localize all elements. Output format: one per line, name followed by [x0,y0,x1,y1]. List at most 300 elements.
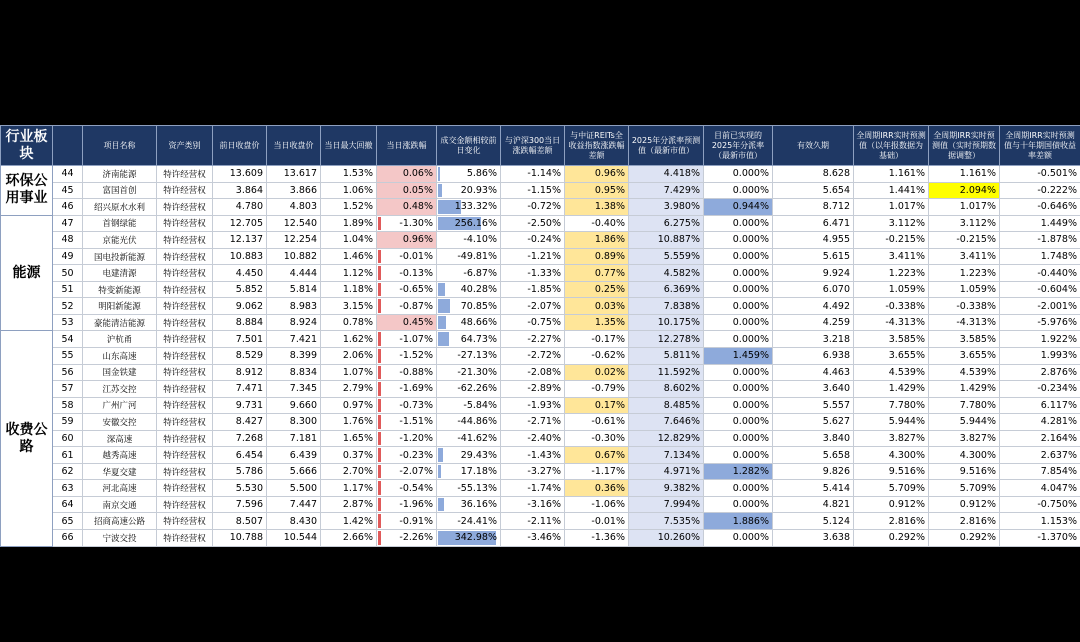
irr-b-cell[interactable] [929,348,1000,365]
irr-c-cell[interactable] [1000,182,1080,199]
vs-reits-cell[interactable] [565,414,629,431]
vs-reits-cell[interactable] [565,348,629,365]
close-cell[interactable] [267,248,321,265]
close-cell[interactable] [267,414,321,431]
prev-close-cell[interactable] [213,182,267,199]
volume-change-cell[interactable] [437,496,501,513]
vs-csi300-cell[interactable] [501,348,565,365]
irr-c-cell[interactable] [1000,281,1080,298]
volume-change-cell[interactable] [437,447,501,464]
irr-c-cell[interactable] [1000,513,1080,530]
header-irr-b[interactable]: 全周期IRR实时预测值（实时预期数据调整） [929,126,1000,166]
duration-cell[interactable] [773,182,854,199]
irr-a-cell[interactable] [854,430,929,447]
header-close[interactable]: 当日收盘价 [267,126,321,166]
project-name-cell[interactable] [83,414,157,431]
vs-reits-cell[interactable] [565,430,629,447]
vs-csi300-cell[interactable] [501,496,565,513]
change-cell[interactable] [377,182,437,199]
irr-c-cell[interactable] [1000,265,1080,282]
irr-a-cell[interactable] [854,281,929,298]
irr-a-cell[interactable] [854,480,929,497]
irr-b-cell[interactable] [929,166,1000,183]
project-name-cell[interactable] [83,248,157,265]
row-number-cell[interactable] [53,281,83,298]
dist-realized-cell[interactable] [704,480,773,497]
asset-type-cell[interactable] [157,199,213,216]
project-name-cell[interactable] [83,199,157,216]
irr-b-cell[interactable] [929,530,1000,547]
vs-csi300-cell[interactable] [501,414,565,431]
asset-type-cell[interactable] [157,513,213,530]
irr-a-cell[interactable] [854,232,929,249]
dist-realized-cell[interactable] [704,298,773,315]
row-number-cell[interactable] [53,430,83,447]
prev-close-cell[interactable] [213,480,267,497]
asset-type-cell[interactable] [157,215,213,232]
row-number-cell[interactable] [53,364,83,381]
dist-realized-cell[interactable] [704,281,773,298]
project-name-cell[interactable] [83,265,157,282]
irr-b-cell[interactable] [929,397,1000,414]
header-type[interactable]: 资产类别 [157,126,213,166]
header-vs-csi300[interactable]: 与沪深300当日涨跌幅差额 [501,126,565,166]
asset-type-cell[interactable] [157,182,213,199]
max-drawdown-cell[interactable] [321,447,377,464]
prev-close-cell[interactable] [213,463,267,480]
close-cell[interactable] [267,298,321,315]
dist-2025-cell[interactable] [629,348,704,365]
dist-realized-cell[interactable] [704,314,773,331]
dist-2025-cell[interactable] [629,298,704,315]
irr-a-cell[interactable] [854,348,929,365]
dist-realized-cell[interactable] [704,166,773,183]
duration-cell[interactable] [773,348,854,365]
asset-type-cell[interactable] [157,447,213,464]
dist-2025-cell[interactable] [629,281,704,298]
irr-c-cell[interactable] [1000,480,1080,497]
project-name-cell[interactable] [83,331,157,348]
change-cell[interactable] [377,397,437,414]
change-cell[interactable] [377,314,437,331]
dist-2025-cell[interactable] [629,530,704,547]
vs-csi300-cell[interactable] [501,298,565,315]
max-drawdown-cell[interactable] [321,348,377,365]
volume-change-cell[interactable] [437,348,501,365]
close-cell[interactable] [267,364,321,381]
volume-change-cell[interactable] [437,381,501,398]
irr-a-cell[interactable] [854,248,929,265]
project-name-cell[interactable] [83,480,157,497]
close-cell[interactable] [267,530,321,547]
irr-b-cell[interactable] [929,281,1000,298]
asset-type-cell[interactable] [157,281,213,298]
prev-close-cell[interactable] [213,530,267,547]
change-cell[interactable] [377,265,437,282]
irr-c-cell[interactable] [1000,364,1080,381]
irr-c-cell[interactable] [1000,298,1080,315]
prev-close-cell[interactable] [213,447,267,464]
row-number-cell[interactable] [53,513,83,530]
prev-close-cell[interactable] [213,248,267,265]
asset-type-cell[interactable] [157,166,213,183]
prev-close-cell[interactable] [213,281,267,298]
dist-2025-cell[interactable] [629,331,704,348]
change-cell[interactable] [377,298,437,315]
irr-a-cell[interactable] [854,298,929,315]
header-no[interactable] [53,126,83,166]
change-cell[interactable] [377,248,437,265]
prev-close-cell[interactable] [213,199,267,216]
vs-csi300-cell[interactable] [501,331,565,348]
max-drawdown-cell[interactable] [321,182,377,199]
change-cell[interactable] [377,496,437,513]
dist-realized-cell[interactable] [704,348,773,365]
irr-b-cell[interactable] [929,513,1000,530]
max-drawdown-cell[interactable] [321,397,377,414]
dist-realized-cell[interactable] [704,447,773,464]
dist-2025-cell[interactable] [629,215,704,232]
asset-type-cell[interactable] [157,496,213,513]
max-drawdown-cell[interactable] [321,364,377,381]
duration-cell[interactable] [773,166,854,183]
dist-2025-cell[interactable] [629,182,704,199]
vs-reits-cell[interactable] [565,232,629,249]
prev-close-cell[interactable] [213,265,267,282]
irr-b-cell[interactable] [929,232,1000,249]
prev-close-cell[interactable] [213,397,267,414]
irr-c-cell[interactable] [1000,232,1080,249]
row-number-cell[interactable] [53,348,83,365]
close-cell[interactable] [267,513,321,530]
header-dist-2025[interactable]: 2025年分派率预测值（最新市值） [629,126,704,166]
project-name-cell[interactable] [83,166,157,183]
volume-change-cell[interactable] [437,166,501,183]
close-cell[interactable] [267,215,321,232]
vs-reits-cell[interactable] [565,496,629,513]
change-cell[interactable] [377,166,437,183]
project-name-cell[interactable] [83,397,157,414]
duration-cell[interactable] [773,314,854,331]
vs-reits-cell[interactable] [565,182,629,199]
volume-change-cell[interactable] [437,248,501,265]
project-name-cell[interactable] [83,430,157,447]
dist-2025-cell[interactable] [629,248,704,265]
vs-reits-cell[interactable] [565,447,629,464]
row-number-cell[interactable] [53,331,83,348]
row-number-cell[interactable] [53,248,83,265]
volume-change-cell[interactable] [437,199,501,216]
duration-cell[interactable] [773,496,854,513]
vs-reits-cell[interactable] [565,166,629,183]
asset-type-cell[interactable] [157,348,213,365]
dist-realized-cell[interactable] [704,182,773,199]
dist-2025-cell[interactable] [629,513,704,530]
prev-close-cell[interactable] [213,166,267,183]
prev-close-cell[interactable] [213,496,267,513]
close-cell[interactable] [267,381,321,398]
sector-cell-toll[interactable]: 收费公路 [1,331,53,546]
vs-csi300-cell[interactable] [501,199,565,216]
duration-cell[interactable] [773,513,854,530]
asset-type-cell[interactable] [157,248,213,265]
change-cell[interactable] [377,199,437,216]
irr-a-cell[interactable] [854,513,929,530]
prev-close-cell[interactable] [213,298,267,315]
irr-a-cell[interactable] [854,166,929,183]
irr-c-cell[interactable] [1000,530,1080,547]
change-cell[interactable] [377,381,437,398]
max-drawdown-cell[interactable] [321,480,377,497]
prev-close-cell[interactable] [213,364,267,381]
prev-close-cell[interactable] [213,314,267,331]
duration-cell[interactable] [773,430,854,447]
vs-reits-cell[interactable] [565,199,629,216]
vs-csi300-cell[interactable] [501,265,565,282]
irr-b-cell[interactable] [929,480,1000,497]
prev-close-cell[interactable] [213,381,267,398]
irr-a-cell[interactable] [854,182,929,199]
irr-b-cell[interactable] [929,331,1000,348]
max-drawdown-cell[interactable] [321,166,377,183]
irr-a-cell[interactable] [854,530,929,547]
vs-csi300-cell[interactable] [501,463,565,480]
change-cell[interactable] [377,331,437,348]
vs-csi300-cell[interactable] [501,166,565,183]
project-name-cell[interactable] [83,463,157,480]
volume-change-cell[interactable] [437,314,501,331]
asset-type-cell[interactable] [157,530,213,547]
row-number-cell[interactable] [53,480,83,497]
close-cell[interactable] [267,331,321,348]
duration-cell[interactable] [773,281,854,298]
change-cell[interactable] [377,480,437,497]
change-cell[interactable] [377,348,437,365]
duration-cell[interactable] [773,447,854,464]
irr-a-cell[interactable] [854,414,929,431]
dist-2025-cell[interactable] [629,480,704,497]
volume-change-cell[interactable] [437,430,501,447]
change-cell[interactable] [377,364,437,381]
irr-b-cell[interactable] [929,447,1000,464]
vs-csi300-cell[interactable] [501,215,565,232]
dist-realized-cell[interactable] [704,430,773,447]
change-cell[interactable] [377,463,437,480]
close-cell[interactable] [267,397,321,414]
max-drawdown-cell[interactable] [321,513,377,530]
close-cell[interactable] [267,348,321,365]
irr-a-cell[interactable] [854,496,929,513]
irr-b-cell[interactable] [929,381,1000,398]
dist-2025-cell[interactable] [629,463,704,480]
change-cell[interactable] [377,414,437,431]
max-drawdown-cell[interactable] [321,414,377,431]
close-cell[interactable] [267,166,321,183]
dist-2025-cell[interactable] [629,414,704,431]
dist-2025-cell[interactable] [629,265,704,282]
dist-realized-cell[interactable] [704,414,773,431]
prev-close-cell[interactable] [213,513,267,530]
vs-csi300-cell[interactable] [501,281,565,298]
prev-close-cell[interactable] [213,331,267,348]
vs-csi300-cell[interactable] [501,447,565,464]
vs-csi300-cell[interactable] [501,314,565,331]
vs-csi300-cell[interactable] [501,232,565,249]
max-drawdown-cell[interactable] [321,199,377,216]
asset-type-cell[interactable] [157,232,213,249]
volume-change-cell[interactable] [437,232,501,249]
irr-b-cell[interactable] [929,496,1000,513]
change-cell[interactable] [377,281,437,298]
close-cell[interactable] [267,232,321,249]
max-drawdown-cell[interactable] [321,215,377,232]
row-number-cell[interactable] [53,530,83,547]
asset-type-cell[interactable] [157,331,213,348]
irr-a-cell[interactable] [854,314,929,331]
irr-c-cell[interactable] [1000,215,1080,232]
irr-a-cell[interactable] [854,447,929,464]
irr-a-cell[interactable] [854,463,929,480]
header-vs-reits[interactable]: 与中证REITs全收益指数涨跌幅差额 [565,126,629,166]
sector-cell-energy[interactable]: 能源 [1,215,53,331]
header-dist-realized[interactable]: 目前已实现的2025年分派率（最新市值） [704,126,773,166]
vs-csi300-cell[interactable] [501,381,565,398]
duration-cell[interactable] [773,480,854,497]
dist-realized-cell[interactable] [704,496,773,513]
irr-b-cell[interactable] [929,463,1000,480]
header-sector[interactable]: 行业板块 [1,126,53,166]
irr-b-cell[interactable] [929,430,1000,447]
max-drawdown-cell[interactable] [321,314,377,331]
project-name-cell[interactable] [83,232,157,249]
volume-change-cell[interactable] [437,463,501,480]
irr-a-cell[interactable] [854,215,929,232]
prev-close-cell[interactable] [213,430,267,447]
irr-a-cell[interactable] [854,381,929,398]
dist-2025-cell[interactable] [629,496,704,513]
dist-2025-cell[interactable] [629,397,704,414]
volume-change-cell[interactable] [437,265,501,282]
irr-b-cell[interactable] [929,314,1000,331]
vs-reits-cell[interactable] [565,463,629,480]
sector-cell-env[interactable]: 环保公用事业 [1,166,53,216]
close-cell[interactable] [267,182,321,199]
close-cell[interactable] [267,430,321,447]
vs-csi300-cell[interactable] [501,530,565,547]
irr-b-cell[interactable] [929,298,1000,315]
dist-realized-cell[interactable] [704,232,773,249]
dist-realized-cell[interactable] [704,530,773,547]
vs-reits-cell[interactable] [565,298,629,315]
close-cell[interactable] [267,265,321,282]
irr-c-cell[interactable] [1000,447,1080,464]
max-drawdown-cell[interactable] [321,265,377,282]
max-drawdown-cell[interactable] [321,331,377,348]
max-drawdown-cell[interactable] [321,248,377,265]
asset-type-cell[interactable] [157,430,213,447]
close-cell[interactable] [267,314,321,331]
project-name-cell[interactable] [83,513,157,530]
irr-b-cell[interactable] [929,364,1000,381]
project-name-cell[interactable] [83,496,157,513]
vs-csi300-cell[interactable] [501,480,565,497]
change-cell[interactable] [377,513,437,530]
volume-change-cell[interactable] [437,513,501,530]
vs-reits-cell[interactable] [565,215,629,232]
dist-realized-cell[interactable] [704,364,773,381]
project-name-cell[interactable] [83,530,157,547]
irr-c-cell[interactable] [1000,166,1080,183]
dist-2025-cell[interactable] [629,166,704,183]
dist-realized-cell[interactable] [704,199,773,216]
irr-c-cell[interactable] [1000,496,1080,513]
irr-a-cell[interactable] [854,331,929,348]
volume-change-cell[interactable] [437,281,501,298]
project-name-cell[interactable] [83,314,157,331]
vs-csi300-cell[interactable] [501,513,565,530]
irr-b-cell[interactable] [929,265,1000,282]
asset-type-cell[interactable] [157,463,213,480]
volume-change-cell[interactable] [437,182,501,199]
asset-type-cell[interactable] [157,414,213,431]
vs-csi300-cell[interactable] [501,430,565,447]
dist-2025-cell[interactable] [629,381,704,398]
duration-cell[interactable] [773,248,854,265]
prev-close-cell[interactable] [213,215,267,232]
max-drawdown-cell[interactable] [321,281,377,298]
duration-cell[interactable] [773,381,854,398]
vs-csi300-cell[interactable] [501,397,565,414]
duration-cell[interactable] [773,364,854,381]
vs-csi300-cell[interactable] [501,364,565,381]
irr-c-cell[interactable] [1000,331,1080,348]
prev-close-cell[interactable] [213,414,267,431]
close-cell[interactable] [267,480,321,497]
vs-reits-cell[interactable] [565,530,629,547]
duration-cell[interactable] [773,530,854,547]
row-number-cell[interactable] [53,314,83,331]
vs-reits-cell[interactable] [565,397,629,414]
duration-cell[interactable] [773,199,854,216]
volume-change-cell[interactable] [437,298,501,315]
duration-cell[interactable] [773,463,854,480]
volume-change-cell[interactable] [437,215,501,232]
close-cell[interactable] [267,447,321,464]
row-number-cell[interactable] [53,463,83,480]
max-drawdown-cell[interactable] [321,496,377,513]
duration-cell[interactable] [773,298,854,315]
change-cell[interactable] [377,232,437,249]
dist-realized-cell[interactable] [704,397,773,414]
duration-cell[interactable] [773,215,854,232]
irr-c-cell[interactable] [1000,199,1080,216]
volume-change-cell[interactable] [437,331,501,348]
max-drawdown-cell[interactable] [321,298,377,315]
prev-close-cell[interactable] [213,348,267,365]
project-name-cell[interactable] [83,381,157,398]
dist-realized-cell[interactable] [704,331,773,348]
project-name-cell[interactable] [83,215,157,232]
dist-realized-cell[interactable] [704,513,773,530]
project-name-cell[interactable] [83,447,157,464]
row-number-cell[interactable] [53,199,83,216]
max-drawdown-cell[interactable] [321,381,377,398]
irr-b-cell[interactable] [929,182,1000,199]
vs-reits-cell[interactable] [565,281,629,298]
row-number-cell[interactable] [53,182,83,199]
asset-type-cell[interactable] [157,381,213,398]
change-cell[interactable] [377,430,437,447]
